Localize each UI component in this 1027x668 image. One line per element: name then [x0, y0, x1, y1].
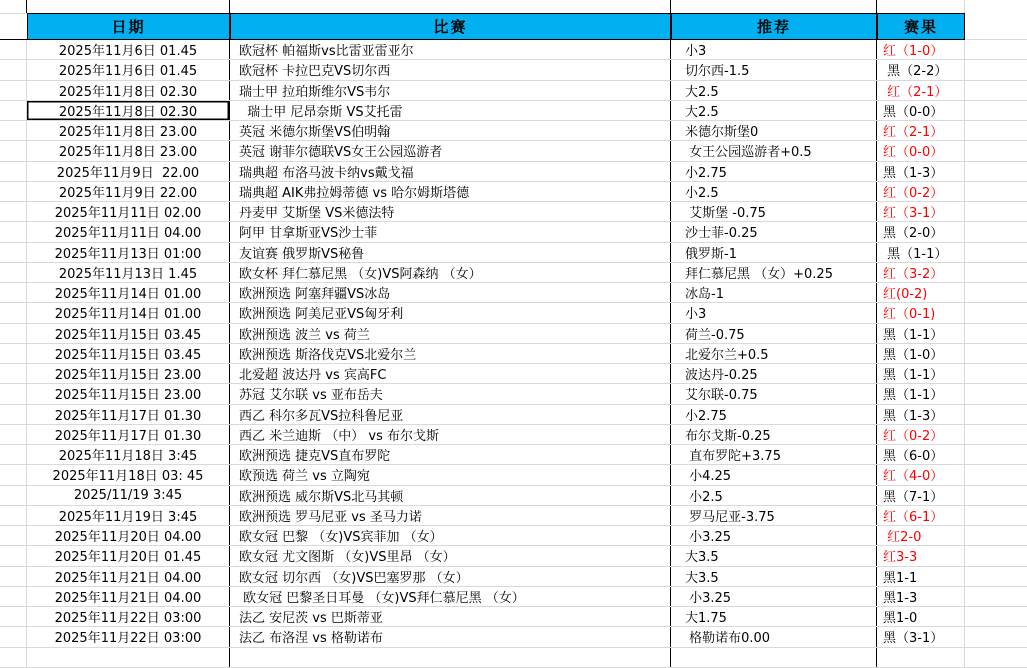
- cell-result[interactable]: 红2-0: [877, 526, 965, 545]
- cell-date[interactable]: 2025年11月22日 03:00: [27, 607, 230, 626]
- cell-rowhead[interactable]: [0, 607, 27, 626]
- cell-match[interactable]: [230, 648, 671, 667]
- cell-match[interactable]: 欧女冠 尤文图斯 （女)VS里昂 （女）: [230, 546, 671, 565]
- cell-extra[interactable]: [965, 465, 1027, 484]
- cell-match[interactable]: 欧冠杯 帕福斯vs比雷亚雷亚尔: [230, 40, 671, 59]
- cell-result[interactable]: 黑（1-1）: [877, 324, 965, 343]
- cell-tip[interactable]: 沙士菲-0.25: [671, 222, 877, 241]
- table-row: [0, 344, 1027, 364]
- cell-tip[interactable]: 大3.5: [671, 546, 877, 565]
- cell-date[interactable]: 2025年11月15日 23.00: [27, 384, 230, 403]
- cell-result[interactable]: 红（1-0）: [877, 40, 965, 59]
- cell-extra[interactable]: [965, 384, 1027, 403]
- cell-extra[interactable]: [965, 344, 1027, 363]
- table-row: [0, 506, 1027, 526]
- cell-tip[interactable]: 小4.25: [671, 465, 877, 484]
- cell-rowhead[interactable]: [0, 324, 27, 343]
- top-cell[interactable]: [671, 0, 877, 13]
- cell-result[interactable]: 黑1-3: [877, 587, 965, 606]
- cell-result[interactable]: 黑1-0: [877, 607, 965, 626]
- cell-extra[interactable]: [965, 40, 1027, 59]
- cell-date[interactable]: 2025年11月21日 04.00: [27, 567, 230, 586]
- cell-rowhead[interactable]: [0, 243, 27, 262]
- cell-tip[interactable]: 罗马尼亚-3.75: [671, 506, 877, 525]
- cell-match[interactable]: 欧洲预选 阿塞拜疆VS冰岛: [230, 283, 671, 302]
- cell-match[interactable]: 欧冠杯 卡拉巴克VS切尔西: [230, 60, 671, 79]
- cell-rowhead[interactable]: [0, 283, 27, 302]
- table-row: [0, 303, 1027, 323]
- top-cell[interactable]: [965, 0, 1027, 13]
- cell-extra[interactable]: [965, 303, 1027, 322]
- cell-extra[interactable]: [965, 364, 1027, 383]
- cell-rowhead[interactable]: [0, 303, 27, 322]
- cell-tip[interactable]: 小2.5: [671, 486, 877, 505]
- cell-result[interactable]: 红（2-1）: [877, 81, 965, 100]
- cell-result[interactable]: 黑（1-0）: [877, 344, 965, 363]
- table-row: [0, 324, 1027, 344]
- cell-date[interactable]: 2025年11月9日 22.00: [27, 182, 230, 201]
- cell-result[interactable]: 黑（0-0）: [877, 101, 965, 120]
- cell-result[interactable]: 黑（1-3）: [877, 405, 965, 424]
- cell-match[interactable]: 欧洲预选 威尔斯VS北马其顿: [230, 486, 671, 505]
- cell-tip[interactable]: [671, 648, 877, 667]
- header-corner-cell[interactable]: [0, 13, 27, 40]
- cell-date[interactable]: 2025年11月15日 03.45: [27, 344, 230, 363]
- top-cell[interactable]: [0, 0, 27, 13]
- table-row: [0, 607, 1027, 627]
- cell-tip[interactable]: 直布罗陀+3.75: [671, 445, 877, 464]
- cell-extra[interactable]: [965, 141, 1027, 160]
- top-row-remnant: [0, 0, 1027, 13]
- cell-tip[interactable]: 北爱尔兰+0.5: [671, 344, 877, 363]
- cell-match[interactable]: 欧预选 荷兰 vs 立陶宛: [230, 465, 671, 484]
- header-match[interactable]: 比赛: [230, 13, 671, 40]
- cell-extra[interactable]: [965, 324, 1027, 343]
- cell-extra[interactable]: [965, 202, 1027, 221]
- cell-date[interactable]: 2025年11月13日 01:00: [27, 243, 230, 262]
- cell-result[interactable]: 红（0-1): [877, 303, 965, 322]
- table-row: [0, 222, 1027, 242]
- cell-match[interactable]: 友谊赛 俄罗斯VS秘鲁: [230, 243, 671, 262]
- cell-match[interactable]: 瑞典超 AIK弗拉姆蒂德 vs 哈尔姆斯塔德: [230, 182, 671, 201]
- cell-rowhead[interactable]: [0, 445, 27, 464]
- cell-date[interactable]: 2025年11月8日 02.30: [27, 81, 230, 100]
- table-row: [0, 567, 1027, 587]
- cell-tip[interactable]: 女王公园巡游者+0.5: [671, 141, 877, 160]
- cell-rowhead[interactable]: [0, 263, 27, 282]
- cell-extra[interactable]: [965, 81, 1027, 100]
- cell-date[interactable]: 2025年11月14日 01.00: [27, 283, 230, 302]
- cell-rowhead[interactable]: [0, 627, 27, 646]
- cell-tip[interactable]: 小3: [671, 40, 877, 59]
- cell-extra[interactable]: [965, 486, 1027, 505]
- cell-tip[interactable]: 小3.25: [671, 587, 877, 606]
- cell-rowhead[interactable]: [0, 506, 27, 525]
- cell-match[interactable]: 欧洲预选 阿美尼亚VS匈牙利: [230, 303, 671, 322]
- cell-tip[interactable]: 格勒诺布0.00: [671, 627, 877, 646]
- cell-result[interactable]: 黑1-1: [877, 567, 965, 586]
- cell-rowhead[interactable]: [0, 364, 27, 383]
- cell-extra[interactable]: [965, 567, 1027, 586]
- cell-match[interactable]: 英冠 谢菲尔德联VS女王公园巡游者: [230, 141, 671, 160]
- selected-cell[interactable]: 2025年11月8日 02.30: [27, 101, 230, 120]
- cell-date[interactable]: 2025年11月9日 22.00: [27, 162, 230, 181]
- cell-extra[interactable]: [965, 243, 1027, 262]
- cell-date[interactable]: 2025年11月8日 23.00: [27, 141, 230, 160]
- cell-match[interactable]: 法乙 布洛涅 vs 格勒诺布: [230, 627, 671, 646]
- cell-rowhead[interactable]: [0, 587, 27, 606]
- cell-date[interactable]: 2025/11/19 3:45: [27, 486, 230, 505]
- cell-tip[interactable]: 大2.5: [671, 81, 877, 100]
- cell-rowhead[interactable]: [0, 344, 27, 363]
- cell-result[interactable]: 红(0-2): [877, 283, 965, 302]
- cell-result[interactable]: 红（6-1）: [877, 506, 965, 525]
- cell-result[interactable]: 红（2-1）: [877, 121, 965, 140]
- table-row: [0, 263, 1027, 283]
- cell-date[interactable]: 2025年11月6日 01.45: [27, 40, 230, 59]
- cell-rowhead[interactable]: [0, 546, 27, 565]
- cell-result[interactable]: 黑（6-0）: [877, 445, 965, 464]
- table-row: [0, 546, 1027, 566]
- cell-date[interactable]: 2025年11月18日 3:45: [27, 445, 230, 464]
- header-tip[interactable]: 推荐: [671, 13, 877, 40]
- cell-date[interactable]: 2025年11月11日 02.00: [27, 202, 230, 221]
- top-cell[interactable]: [230, 0, 671, 13]
- cell-rowhead[interactable]: [0, 567, 27, 586]
- cell-match[interactable]: 欧洲预选 波兰 vs 荷兰: [230, 324, 671, 343]
- header-extra-cell: [965, 13, 1027, 40]
- cell-tip[interactable]: 荷兰-0.75: [671, 324, 877, 343]
- cell-date[interactable]: 2025年11月17日 01.30: [27, 405, 230, 424]
- cell-date[interactable]: 2025年11月21日 04.00: [27, 587, 230, 606]
- cell-rowhead[interactable]: [0, 648, 27, 667]
- cell-rowhead[interactable]: [0, 405, 27, 424]
- cell-rowhead[interactable]: [0, 121, 27, 140]
- table-row: [0, 101, 1027, 121]
- cell-extra[interactable]: [965, 506, 1027, 525]
- cell-rowhead[interactable]: [0, 60, 27, 79]
- cell-match[interactable]: 西乙 科尔多瓦VS拉科鲁尼亚: [230, 405, 671, 424]
- cell-result[interactable]: 红3-3: [877, 546, 965, 565]
- cell-rowhead[interactable]: [0, 182, 27, 201]
- table-row: [0, 243, 1027, 263]
- cell-extra[interactable]: [965, 101, 1027, 120]
- cell-date[interactable]: 2025年11月19日 3:45: [27, 506, 230, 525]
- cell-tip[interactable]: 小3: [671, 303, 877, 322]
- cell-result[interactable]: 红（3-1）: [877, 202, 965, 221]
- cell-date[interactable]: 2025年11月13日 1.45: [27, 263, 230, 282]
- cell-match[interactable]: 瑞士甲 尼昂奈斯 VS艾托雷: [230, 101, 671, 120]
- header-result[interactable]: 赛果: [877, 13, 965, 40]
- cell-date[interactable]: 2025年11月11日 04.00: [27, 222, 230, 241]
- cell-rowhead[interactable]: [0, 486, 27, 505]
- cell-tip[interactable]: 大1.75: [671, 607, 877, 626]
- cell-extra[interactable]: [965, 162, 1027, 181]
- cell-extra[interactable]: [965, 627, 1027, 646]
- table-row: [0, 526, 1027, 546]
- cell-date[interactable]: 2025年11月15日 23.00: [27, 364, 230, 383]
- cell-tip[interactable]: 小2.75: [671, 405, 877, 424]
- table-row: [0, 141, 1027, 161]
- table-row: [0, 364, 1027, 384]
- table-row: [0, 465, 1027, 485]
- cell-extra[interactable]: [965, 60, 1027, 79]
- cell-tip[interactable]: 大2.5: [671, 101, 877, 120]
- table-row: [0, 60, 1027, 80]
- cell-result[interactable]: 红（3-2）: [877, 263, 965, 282]
- cell-extra[interactable]: [965, 182, 1027, 201]
- cell-rowhead[interactable]: [0, 40, 27, 59]
- cell-result[interactable]: [877, 648, 965, 667]
- cell-date[interactable]: 2025年11月14日 01.00: [27, 303, 230, 322]
- cell-date[interactable]: 2025年11月6日 01.45: [27, 60, 230, 79]
- cell-match[interactable]: 苏冠 艾尔联 vs 亚布岳夫: [230, 384, 671, 403]
- cell-extra[interactable]: [965, 263, 1027, 282]
- cell-match[interactable]: 北爱超 波达丹 vs 宾高FC: [230, 364, 671, 383]
- cell-tip[interactable]: 小3.25: [671, 526, 877, 545]
- cell-extra[interactable]: [965, 425, 1027, 444]
- cell-match[interactable]: 法乙 安尼茨 vs 巴斯蒂亚: [230, 607, 671, 626]
- cell-date[interactable]: [27, 648, 230, 667]
- table-row: [0, 81, 1027, 101]
- cell-rowhead[interactable]: [0, 222, 27, 241]
- cell-result[interactable]: 红（0-2）: [877, 182, 965, 201]
- cell-rowhead[interactable]: [0, 384, 27, 403]
- table-row: [0, 648, 1027, 668]
- table-row: [0, 384, 1027, 404]
- cell-match[interactable]: 英冠 米德尔斯堡VS伯明翰: [230, 121, 671, 140]
- cell-match[interactable]: 瑞士甲 拉珀斯维尔VS韦尔: [230, 81, 671, 100]
- cell-tip[interactable]: 小2.75: [671, 162, 877, 181]
- cell-match[interactable]: 欧洲预选 斯洛伐克VS北爱尔兰: [230, 344, 671, 363]
- header-date[interactable]: 日期: [27, 13, 230, 40]
- cell-date[interactable]: 2025年11月22日 03:00: [27, 627, 230, 646]
- cell-result[interactable]: 黑（2-2）: [877, 60, 965, 79]
- cell-tip[interactable]: 艾斯堡 -0.75: [671, 202, 877, 221]
- cell-rowhead[interactable]: [0, 101, 27, 120]
- cell-match[interactable]: 瑞典超 布洛马波卡纳vs戴戈福: [230, 162, 671, 181]
- cell-tip[interactable]: 俄罗斯-1: [671, 243, 877, 262]
- cell-tip[interactable]: 波达丹-0.25: [671, 364, 877, 383]
- cell-extra[interactable]: [965, 648, 1027, 667]
- cell-result[interactable]: 黑（1-1）: [877, 243, 965, 262]
- cell-rowhead[interactable]: [0, 202, 27, 221]
- cell-rowhead[interactable]: [0, 526, 27, 545]
- cell-date[interactable]: 2025年11月18日 03: 45: [27, 465, 230, 484]
- cell-match[interactable]: 欧女冠 巴黎 （女)VS宾菲加 （女）: [230, 526, 671, 545]
- table-row: [0, 587, 1027, 607]
- cell-extra[interactable]: [965, 222, 1027, 241]
- top-cell[interactable]: [27, 0, 230, 13]
- cell-result[interactable]: 红（0-0）: [877, 141, 965, 160]
- cell-extra[interactable]: [965, 587, 1027, 606]
- table-row: [0, 40, 1027, 60]
- top-cell[interactable]: [877, 0, 965, 13]
- cell-match[interactable]: 欧女冠 切尔西 （女)VS巴塞罗那 （女）: [230, 567, 671, 586]
- cell-extra[interactable]: [965, 283, 1027, 302]
- table-row: [0, 182, 1027, 202]
- cell-rowhead[interactable]: [0, 162, 27, 181]
- table-row: [0, 121, 1027, 141]
- cell-tip[interactable]: 拜仁慕尼黑 （女）+0.25: [671, 263, 877, 282]
- header-row: [0, 13, 1027, 40]
- table-row: [0, 627, 1027, 647]
- cell-extra[interactable]: [965, 526, 1027, 545]
- cell-date[interactable]: 2025年11月17日 01.30: [27, 425, 230, 444]
- cell-date[interactable]: 2025年11月20日 01.45: [27, 546, 230, 565]
- table-row: [0, 162, 1027, 182]
- cell-result[interactable]: 黑（2-0）: [877, 222, 965, 241]
- table-row: [0, 405, 1027, 425]
- cell-date[interactable]: 2025年11月8日 23.00: [27, 121, 230, 140]
- cell-match[interactable]: 丹麦甲 艾斯堡 VS米德法特: [230, 202, 671, 221]
- cell-result[interactable]: 黑（1-3）: [877, 162, 965, 181]
- cell-match[interactable]: 阿甲 甘拿斯亚VS沙士菲: [230, 222, 671, 241]
- rows: [0, 40, 1027, 668]
- table-row: [0, 486, 1027, 506]
- cell-date[interactable]: 2025年11月20日 04.00: [27, 526, 230, 545]
- cell-result[interactable]: 红（0-2）: [877, 425, 965, 444]
- table-row: [0, 445, 1027, 465]
- cell-match[interactable]: 欧女杯 拜仁慕尼黑 （女)VS阿森纳 （女）: [230, 263, 671, 282]
- cell-tip[interactable]: 米德尔斯堡0: [671, 121, 877, 140]
- cell-date[interactable]: 2025年11月15日 03.45: [27, 324, 230, 343]
- cell-tip[interactable]: 切尔西-1.5: [671, 60, 877, 79]
- cell-result[interactable]: 黑（3-1）: [877, 627, 965, 646]
- cell-extra[interactable]: [965, 121, 1027, 140]
- cell-extra[interactable]: [965, 546, 1027, 565]
- table-row: [0, 283, 1027, 303]
- cell-extra[interactable]: [965, 607, 1027, 626]
- cell-tip[interactable]: 布尔戈斯-0.25: [671, 425, 877, 444]
- cell-match[interactable]: 欧洲预选 罗马尼亚 vs 圣马力诺: [230, 506, 671, 525]
- cell-extra[interactable]: [965, 445, 1027, 464]
- table-row: [0, 425, 1027, 445]
- cell-result[interactable]: 黑（7-1）: [877, 486, 965, 505]
- cell-rowhead[interactable]: [0, 425, 27, 444]
- cell-match[interactable]: 西乙 米兰迪斯 （中） vs 布尔戈斯: [230, 425, 671, 444]
- cell-result[interactable]: 红（4-0）: [877, 465, 965, 484]
- cell-rowhead[interactable]: [0, 81, 27, 100]
- cell-rowhead[interactable]: [0, 465, 27, 484]
- cell-result[interactable]: 黑（1-1）: [877, 364, 965, 383]
- cell-match[interactable]: 欧女冠 巴黎圣日耳曼 （女)VS拜仁慕尼黑 （女）: [230, 587, 671, 606]
- cell-tip[interactable]: 小2.5: [671, 182, 877, 201]
- cell-tip[interactable]: 大3.5: [671, 567, 877, 586]
- table-row: [0, 202, 1027, 222]
- cell-rowhead[interactable]: [0, 141, 27, 160]
- cell-match[interactable]: 欧洲预选 捷克VS直布罗陀: [230, 445, 671, 464]
- cell-extra[interactable]: [965, 405, 1027, 424]
- cell-tip[interactable]: 艾尔联-0.75: [671, 384, 877, 403]
- cell-tip[interactable]: 冰岛-1: [671, 283, 877, 302]
- cell-result[interactable]: 黑（1-1）: [877, 384, 965, 403]
